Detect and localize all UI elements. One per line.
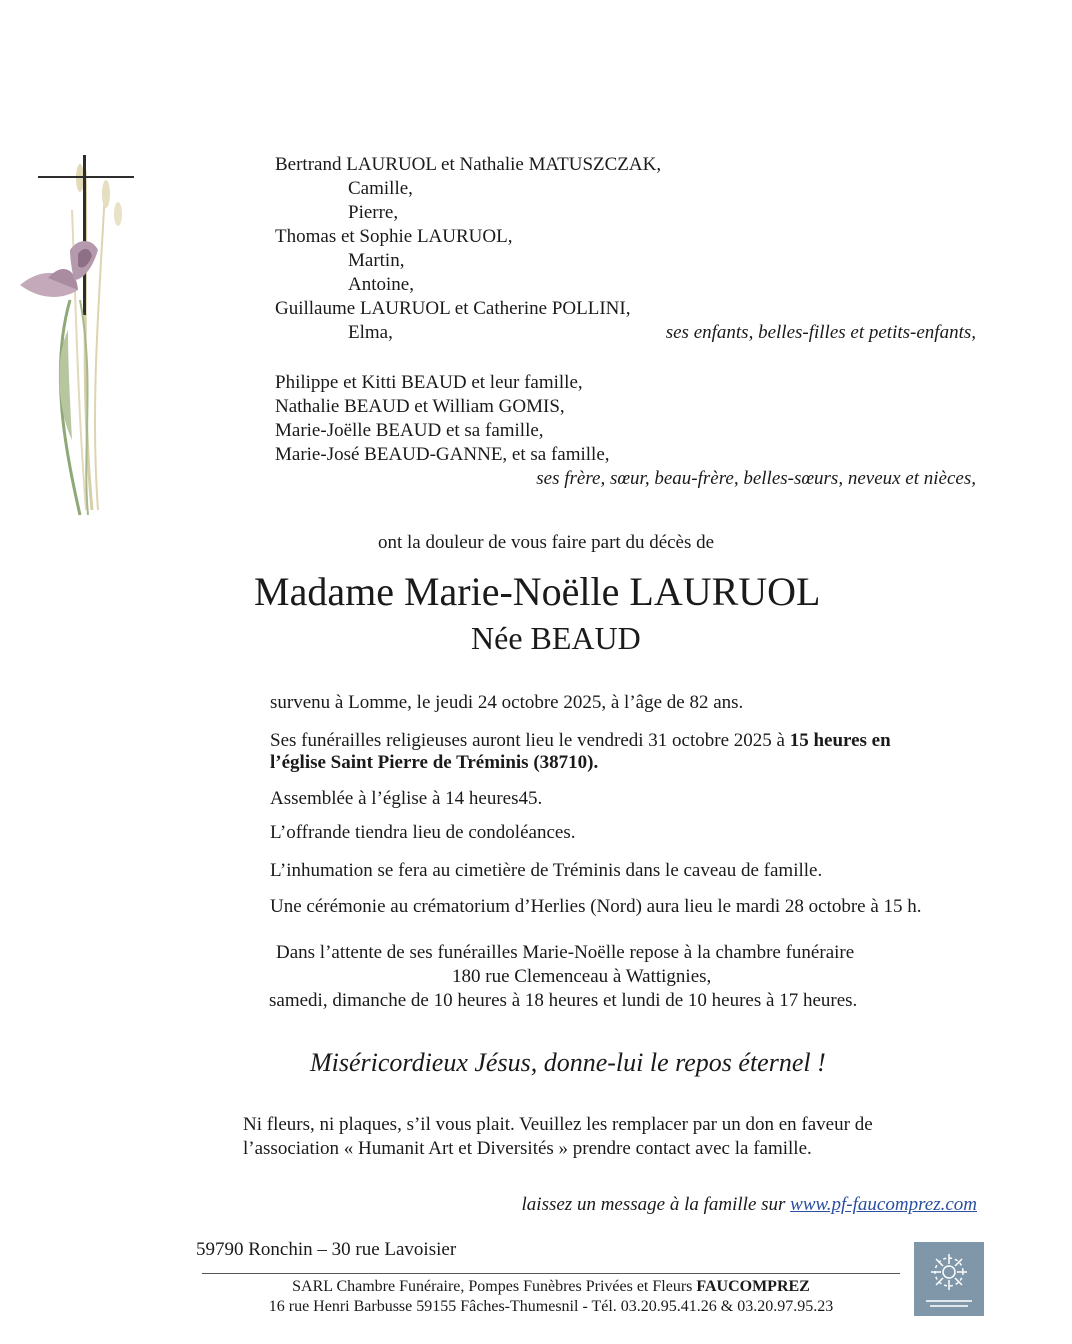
family-relation-1: ses enfants, belles-filles et petits-enfants, xyxy=(665,322,976,343)
deceased-maiden-name: Née BEAUD xyxy=(471,620,641,656)
company-name: FAUCOMPREZ xyxy=(696,1278,810,1295)
funeral-time: 15 heures en xyxy=(789,730,891,751)
donation-line-1: Ni fleurs, ni plaques, s’il vous plait. Veuillez les remplacer par un don en faveur de xyxy=(243,1114,873,1135)
footer-divider xyxy=(202,1273,900,1274)
rest-line-3: samedi, dimanche de 10 heures à 18 heures et lundi de 10 heures à 17 heures. xyxy=(269,990,858,1011)
website-link[interactable]: www.pf-faucomprez.com xyxy=(790,1194,977,1215)
sibling-line-3: Marie-Joëlle BEAUD et sa famille, xyxy=(275,420,544,441)
sibling-line-4: Marie-José BEAUD-GANNE, et sa famille, xyxy=(275,444,610,465)
cross-lily-illustration xyxy=(10,150,150,520)
rest-line-2: 180 rue Clemenceau à Wattignies, xyxy=(452,966,712,987)
faucomprez-logo xyxy=(914,1242,984,1316)
donation-line-2: l’association « Humanit Art et Diversités » prendre contact avec la famille. xyxy=(243,1138,812,1159)
offering-details: L’offrande tiendra lieu de condoléances. xyxy=(270,822,576,843)
family-line-7: Guillaume LAURUOL et Catherine POLLINI, xyxy=(275,298,631,319)
family-line-1: Bertrand LAURUOL et Nathalie MATUSZCZAK, xyxy=(275,154,662,175)
footer-company-address: 16 rue Henri Barbusse 59155 Fâches-Thumesnil - Tél. 03.20.95.41.26 & 03.20.97.95.23 xyxy=(268,1298,834,1315)
death-details: survenu à Lomme, le jeudi 24 octobre 2025, à l’âge de 82 ans. xyxy=(270,692,744,713)
family-line-2: Camille, xyxy=(348,178,413,199)
family-relation-2: ses frère, sœur, beau-frère, belles-sœurs, neveux et nièces, xyxy=(536,468,976,489)
family-line-4: Thomas et Sophie LAURUOL, xyxy=(275,226,513,247)
funeral-text: Ses funérailles religieuses auront lieu le vendredi 31 octobre 2025 à xyxy=(270,730,790,751)
assembly-details: Assemblée à l’église à 14 heures45. xyxy=(270,788,543,809)
announcement-text: ont la douleur de vous faire part du décès de xyxy=(378,532,715,553)
sibling-line-1: Philippe et Kitti BEAUD et leur famille, xyxy=(275,372,583,393)
company-description: SARL Chambre Funéraire, Pompes Funèbres Privées et Fleurs xyxy=(292,1278,697,1295)
footer-company xyxy=(202,1277,900,1297)
prayer-text: Miséricordieux Jésus, donne-lui le repos éternel ! xyxy=(310,1048,826,1077)
message-text: laissez un message à la famille sur xyxy=(521,1194,791,1215)
rest-line-1: Dans l’attente de ses funérailles Marie-Noëlle repose à la chambre funéraire xyxy=(276,942,855,963)
flower-logo-icon xyxy=(914,1242,984,1316)
sibling-line-2: Nathalie BEAUD et William GOMIS, xyxy=(275,396,565,417)
deceased-name: Madame Marie-Noëlle LAURUOL xyxy=(254,569,821,614)
family-line-6: Antoine, xyxy=(348,274,414,295)
message-line xyxy=(522,1192,977,1217)
footer-address-top: 59790 Ronchin – 30 rue Lavoisier xyxy=(196,1239,457,1260)
funeral-location: l’église Saint Pierre de Tréminis (38710). xyxy=(270,752,599,773)
family-line-5: Martin, xyxy=(348,250,405,271)
burial-details: L’inhumation se fera au cimetière de Tréminis dans le caveau de famille. xyxy=(270,860,823,881)
family-line-8: Elma, xyxy=(348,322,393,343)
ceremony-details: Une cérémonie au crématorium d’Herlies (Nord) aura lieu le mardi 28 octobre à 15 h. xyxy=(270,896,922,917)
family-line-3: Pierre, xyxy=(348,202,399,223)
